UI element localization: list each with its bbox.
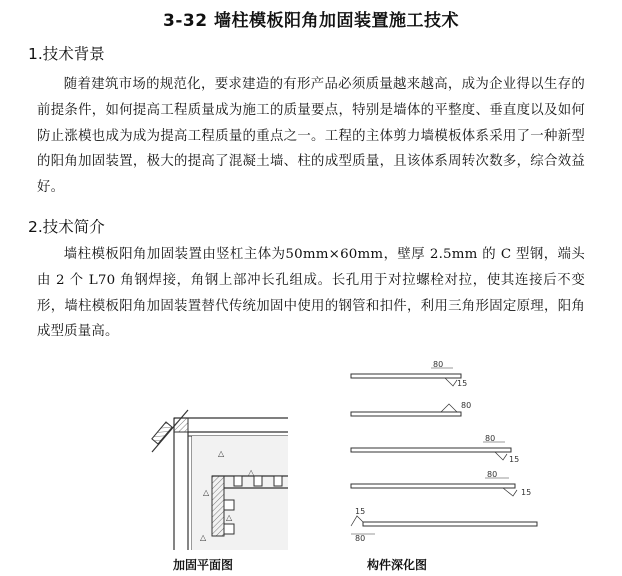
svg-text:△: △ — [218, 449, 225, 458]
inner-formwork — [212, 476, 224, 536]
corner-angle-steel — [174, 418, 188, 432]
svg-text:80: 80 — [487, 470, 498, 479]
figure-caption-detail: 构件深化图 — [367, 558, 428, 572]
svg-text:15: 15 — [509, 455, 520, 464]
component-detail-drawing — [345, 360, 545, 543]
svg-text:△: △ — [226, 513, 233, 522]
svg-text:△: △ — [200, 533, 207, 542]
svg-text:80: 80 — [485, 434, 496, 443]
page-title: 3-32 墙柱模板阳角加固装置施工技术 — [163, 11, 459, 31]
svg-text:80: 80 — [461, 401, 472, 410]
section-paragraph-background: 随着建筑市场的规范化，要求建造的有形产品必须质量越来越高，成为企业得以生存的前提条件，如何提高工程质量成为施工的质量要点，特别是墙体的平整度、垂直度以及如何防止涨模也成为成为提高工程质量的重点之一。工程的主体剪力墙模板体系采用了一种新型的阳角加固装置，极大的提高了混凝土墙、柱的成型质量，且该体系周转次数多，综合效益好。 — [37, 77, 585, 196]
figure-caption-plan: 加固平面图 — [173, 558, 234, 572]
component-member-3 — [351, 434, 519, 464]
svg-text:80: 80 — [355, 534, 366, 543]
svg-text:80: 80 — [433, 360, 444, 369]
component-member-4 — [351, 470, 531, 497]
section-heading-background: 1.技术背景 — [28, 45, 105, 63]
section-paragraph-introduction: 墙柱模板阳角加固装置由竖杠主体为50mm×60mm，壁厚 2.5mm 的 C 型钢，端头由 2 个 L70 角钢焊接，角钢上部冲长孔组成。长孔用于对拉螺栓对拉，使其连接后不变形，墙柱模板阳角加固装置替代传统加固中使用的钢管和扣件，利用三角形固定原理，阳角成型质量高。 — [37, 247, 585, 340]
component-member-5 — [351, 507, 537, 543]
component-member-1 — [351, 360, 467, 388]
reinforcement-plan-drawing — [148, 400, 308, 550]
component-member-2 — [351, 401, 471, 416]
svg-text:15: 15 — [457, 379, 468, 388]
svg-text:15: 15 — [521, 488, 532, 497]
svg-text:△: △ — [203, 488, 210, 497]
svg-text:15: 15 — [355, 507, 366, 516]
section-heading-introduction: 2.技术简介 — [28, 218, 105, 236]
svg-text:△: △ — [248, 468, 255, 477]
